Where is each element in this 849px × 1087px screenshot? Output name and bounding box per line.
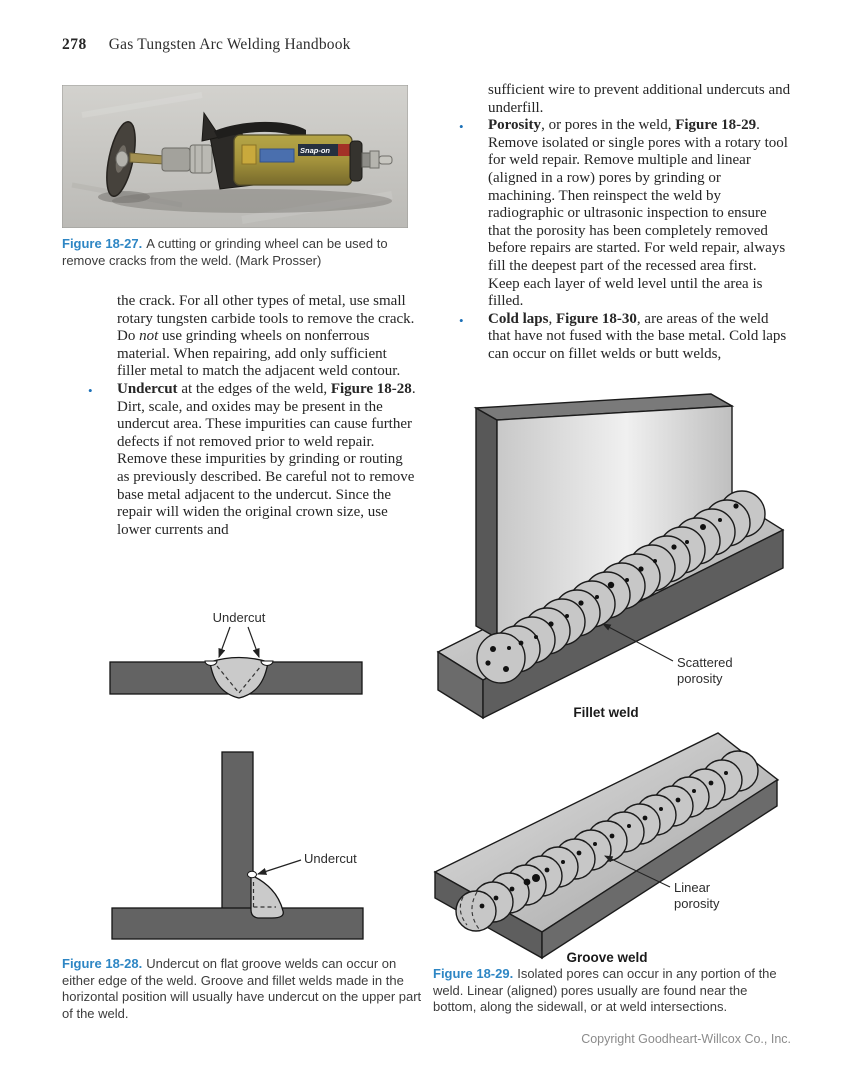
figure-18-28-caption-label: Figure 18-28. — [62, 956, 143, 971]
bullet-text: . Dirt, scale, and oxides may be present in the undercut area. These impurities can cause further defects if not removed prior to weld repair. Remove these impurities by grinding or routing as previously described. Be careful not to remove base metal adjacent to the undercut. Since the repair will widen the original crown size, use lower currents and — [117, 380, 416, 538]
tool-body — [234, 135, 352, 185]
svg-text:Linear: Linear — [674, 880, 711, 895]
svg-text:porosity: porosity — [677, 671, 723, 686]
bullet-text: , — [548, 310, 556, 327]
paragraph-text: use grinding wheels on nonferrous material. When repairing, add only sufficient filler metal to match the adjacent weld contour. — [117, 328, 401, 380]
bullet-item-undercut — [62, 381, 418, 539]
fillet-weld-figure — [430, 390, 822, 730]
scattered-porosity-label — [677, 655, 733, 686]
undercut-arrow-right — [248, 627, 259, 657]
bullet-item-cold-laps — [433, 311, 791, 364]
copyright-notice: Copyright Goodheart-Willcox Co., Inc. — [581, 1032, 791, 1046]
groove-weld-caption: Groove weld — [566, 950, 648, 965]
page-header — [62, 36, 792, 54]
bead-end-cap — [477, 633, 525, 683]
bullet-text: . Remove isolated or single pores with a rotary tool for weld repair. Remove multiple and linear (aligned in a row) pores by grinding or machining. Then reinspect the weld by radiographic or ultrasonic inspection to ensure that the porosity has been completely removed before repairs are started. For weld repair, always fill the deepest part of the recessed area first. Keep each layer of weld level until the area is filled. — [488, 117, 788, 310]
right-text-column — [433, 82, 791, 364]
page-number: 278 — [62, 36, 87, 53]
bullet-text: at the edges of the weld, — [177, 380, 331, 397]
bullet-text: , or pores in the weld, — [541, 117, 676, 134]
figure-ref-18-28: Figure 18-28 — [330, 380, 412, 397]
term-undercut: Undercut — [117, 380, 178, 397]
figure-18-27-caption-text: A cutting or grinding wheel can be used to remove cracks from the weld. (Mark Prosser) — [62, 236, 388, 268]
die-grinder-photo-illustration — [62, 85, 408, 228]
bullet-marker: • — [459, 312, 464, 328]
undercut-arrow — [258, 860, 301, 874]
undercut-notch — [248, 871, 257, 877]
term-cold-laps: Cold laps — [488, 310, 549, 327]
undercut-label: Undercut — [304, 851, 357, 866]
collet-chuck — [162, 145, 212, 173]
bullet-item-porosity — [433, 117, 791, 311]
bullet-text: , are areas of the weld that have not fused with the base metal. Cold laps can occur on fillet welds or butt welds, — [488, 310, 787, 362]
book-title: Gas Tungsten Arc Welding Handbook — [108, 36, 351, 53]
figure-18-29-caption — [433, 966, 793, 1016]
svg-text:Scattered: Scattered — [677, 655, 733, 670]
svg-text:porosity: porosity — [674, 896, 720, 911]
figure-18-28-caption-text: Undercut on flat groove welds can occur on either edge of the weld. Groove and fillet welds made in the horizontal position will usually have undercut on the upper part of the weld. — [62, 956, 422, 1021]
undercut-arrow-left — [219, 627, 230, 657]
fillet-weld-caption: Fillet weld — [573, 705, 639, 720]
brand-label: Snap-on — [300, 146, 330, 155]
bead-end-cap — [456, 891, 496, 931]
base-plate — [112, 908, 363, 939]
figure-18-27-caption-label: Figure 18-27. — [62, 236, 143, 251]
linear-porosity-label — [674, 880, 720, 911]
left-text-column — [62, 293, 418, 539]
undercut-flat-diagram — [62, 602, 418, 735]
paragraph-text: sufficient wire to prevent additional undercuts and underfill. — [488, 82, 791, 116]
bullet-marker: • — [88, 382, 93, 398]
arbor-nut — [116, 151, 128, 167]
emphasis-not: not — [139, 328, 159, 345]
figure-ref-18-29: Figure 18-29 — [675, 117, 757, 134]
undercut-fillet-diagram — [62, 732, 418, 955]
figure-18-29-caption-text: Isolated pores can occur in any portion of the weld. Linear (aligned) pores usually are found near the bottom, along the sidewall, or at weld intersections. — [433, 966, 777, 1014]
figure-18-28-caption — [62, 956, 422, 1022]
paragraph-sufficient-wire — [433, 82, 791, 117]
term-porosity: Porosity — [488, 117, 542, 134]
figure-18-29-caption-label: Figure 18-29. — [433, 966, 514, 981]
tool-shadow — [112, 189, 392, 213]
figure-ref-18-30: Figure 18-30 — [555, 310, 637, 327]
figure-18-27-caption — [62, 236, 414, 269]
figure-18-27-photo — [62, 85, 408, 228]
paragraph-text: the crack. For all other types of metal, use small rotary tungsten carbide tools to remove the crack. Do — [117, 293, 415, 345]
bullet-marker: • — [459, 119, 464, 135]
vertical-plate — [222, 752, 253, 909]
groove-weld-figure — [430, 731, 830, 974]
undercut-label: Undercut — [212, 610, 266, 625]
fillet-weld-bead — [251, 875, 283, 918]
paragraph-crack-repair — [62, 293, 418, 381]
